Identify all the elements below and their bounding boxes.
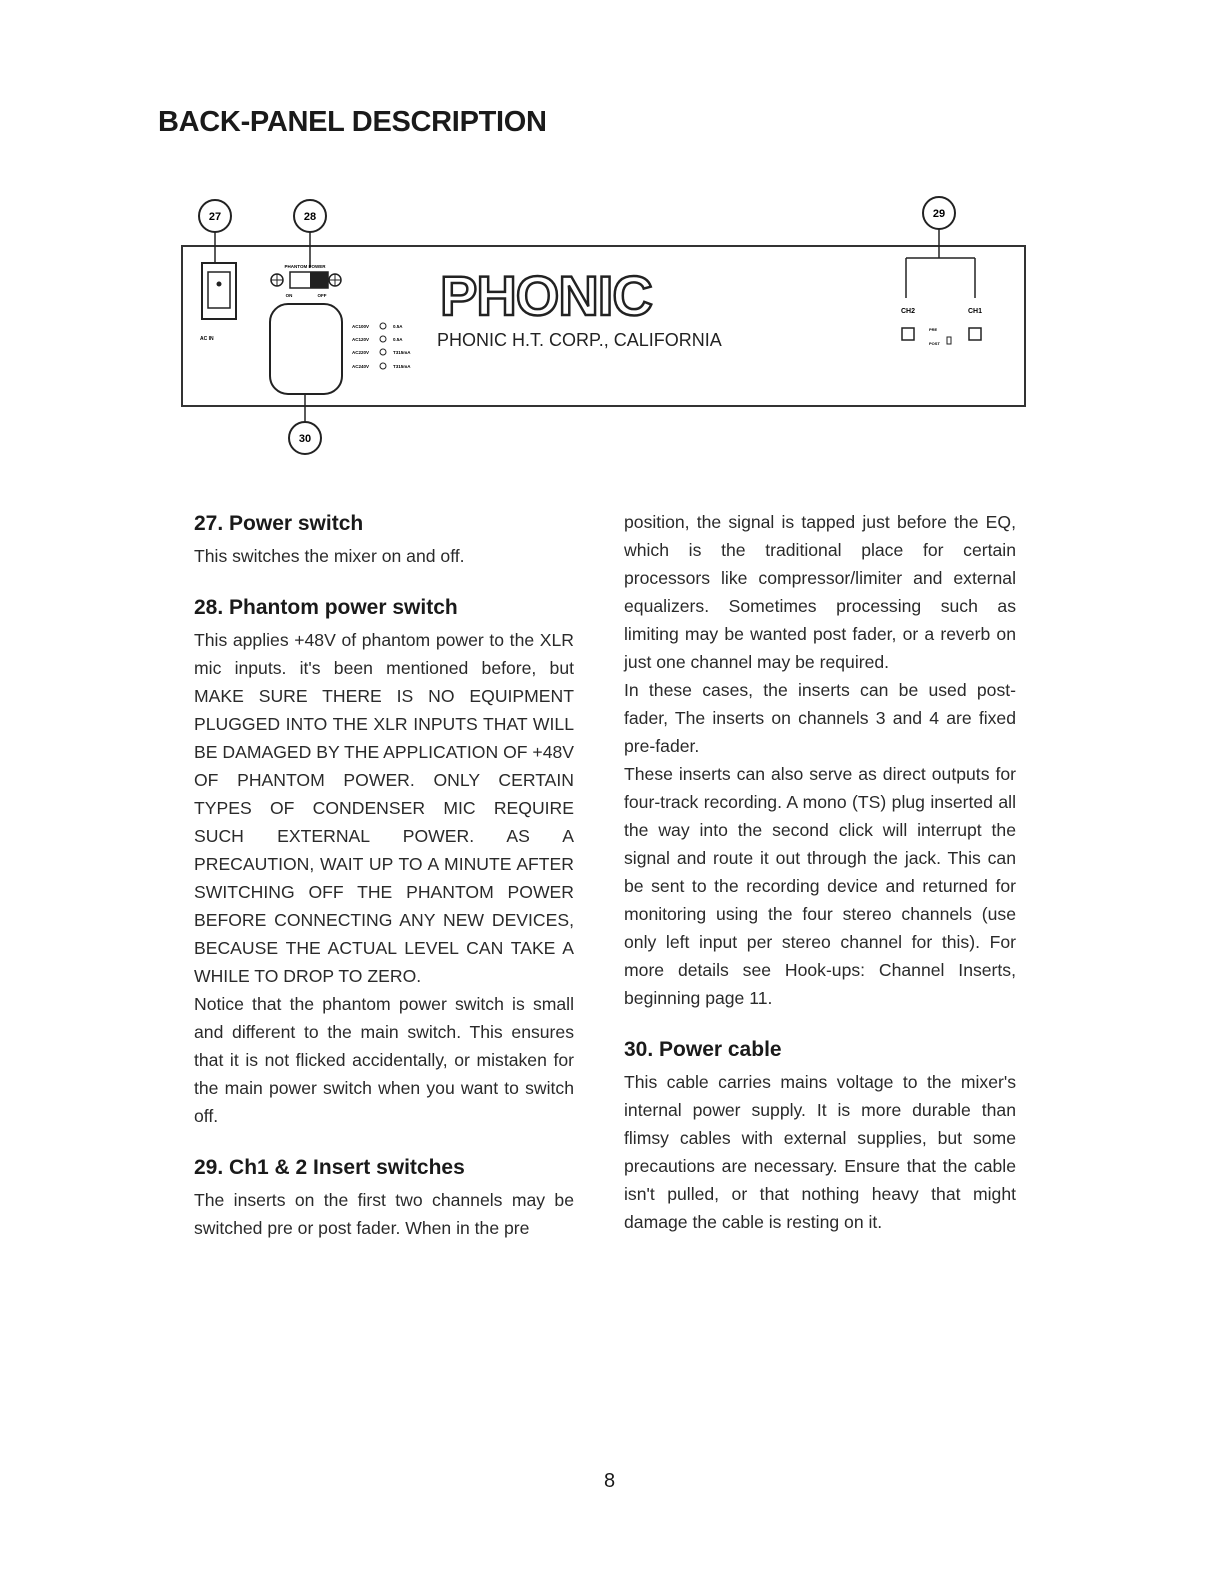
paragraph: In these cases, the inserts can be used post-fader, The inserts on channels 3 and 4 are fixed pre-fader.	[624, 680, 1016, 756]
svg-text:AC120V: AC120V	[352, 337, 370, 342]
section-heading: 29. Ch1 & 2 Insert switches	[194, 1156, 465, 1179]
section-insert-switches-continued	[624, 508, 1016, 1012]
ch2-insert-switch	[902, 328, 914, 340]
voltage-row	[352, 363, 411, 369]
svg-text:AC240V: AC240V	[352, 364, 370, 369]
paragraph: Notice that the phantom power switch is small and different to the main switch. This ensures that it is not flicked accidentally, or mistaken for the main power switch when you want to switch off.	[194, 994, 574, 1126]
svg-text:PHANTOM POWER: PHANTOM POWER	[284, 264, 326, 269]
svg-text:AC220V: AC220V	[352, 350, 370, 355]
section-power-switch	[194, 508, 574, 570]
svg-text:CH2: CH2	[900, 308, 916, 315]
section-insert-switches	[194, 1152, 574, 1242]
section-heading: 30. Power cable	[624, 1038, 782, 1061]
page-title: BACK-PANEL DESCRIPTION	[158, 106, 547, 138]
paragraph: This cable carries mains voltage to the mixer's internal power supply. It is more durable than flimsy cables with external supplies, but some precautions are necessary. Ensure that the cable isn't pulled, or that nothing heavy that might damage the cable is resting on it.	[624, 1072, 1016, 1232]
svg-text:PRE: PRE	[929, 327, 938, 332]
svg-text:AC100V: AC100V	[352, 324, 370, 329]
left-column	[194, 508, 574, 1264]
svg-text:0.5A: 0.5A	[393, 337, 403, 342]
paragraph: The inserts on the first two channels may be switched pre or post fader. When in the pre	[194, 1190, 574, 1238]
svg-text:0.5A: 0.5A	[393, 324, 403, 329]
paragraph: position, the signal is tapped just before the EQ, which is the traditional place for certain processors like compressor/limiter and external equalizers. Sometimes processing such as limiting may be wanted post fader, or a reverb on just one channel may be required.	[624, 512, 1016, 672]
voltage-row	[352, 349, 411, 355]
svg-text:T315mA: T315mA	[393, 364, 411, 369]
power-inlet-icon	[270, 304, 342, 394]
svg-text:30: 30	[298, 433, 312, 445]
paragraph: This applies +48V of phantom power to the XLR mic inputs. it's been mentioned before, but MAKE SURE THERE IS NO EQUIPMENT PLUGGED INTO THE XLR INPUTS THAT WILL BE DAMAGED BY THE APPLICATION OF +48V OF PHANTOM POWER. ONLY CERTAIN TYPES OF CONDENSER MIC REQUIRE SUCH EXTERNAL POWER. AS A PRECAUTION, WAIT UP TO A MINUTE AFTER SWITCHING OFF THE PHANTOM POWER BEFORE CONNECTING ANY NEW DEVICES, BECAUSE THE ACTUAL LEVEL CAN TAKE A WHILE TO DROP TO ZERO.	[194, 630, 574, 986]
svg-text:T315mA: T315mA	[393, 350, 411, 355]
svg-text:29: 29	[932, 208, 946, 220]
svg-text:28: 28	[303, 211, 317, 223]
brand-subtitle: PHONIC H.T. CORP., CALIFORNIA	[437, 330, 722, 350]
section-heading: 27. Power switch	[194, 512, 364, 535]
right-column	[624, 508, 1016, 1258]
back-panel-diagram	[0, 190, 1219, 470]
phonic-logo: PHONIC	[440, 264, 652, 327]
power-switch-icon	[202, 263, 236, 319]
paragraph: These inserts can also serve as direct outputs for four-track recording. A mono (TS) plug inserted all the way into the second click will interrupt the signal and route it out through the jack. This can be sent to the recording device and returned for monitoring using the four stereo channels (use only left input per stereo channel for this). For more details see Hook-ups: Channel Inserts, beginning page 11.	[624, 764, 1016, 1008]
svg-text:POST: POST	[929, 341, 940, 346]
page-number: 8	[603, 1470, 616, 1492]
ac-in-label: AC IN	[200, 336, 214, 342]
svg-text:27: 27	[208, 211, 222, 223]
section-phantom-power	[194, 592, 574, 1130]
svg-text:ON: ON	[285, 293, 293, 298]
paragraph: This switches the mixer on and off.	[194, 546, 465, 566]
svg-text:CH1: CH1	[967, 308, 983, 315]
svg-text:OFF: OFF	[317, 293, 327, 298]
ch1-insert-switch	[969, 328, 981, 340]
section-power-cable	[624, 1034, 1016, 1236]
section-heading: 28. Phantom power switch	[194, 596, 458, 619]
